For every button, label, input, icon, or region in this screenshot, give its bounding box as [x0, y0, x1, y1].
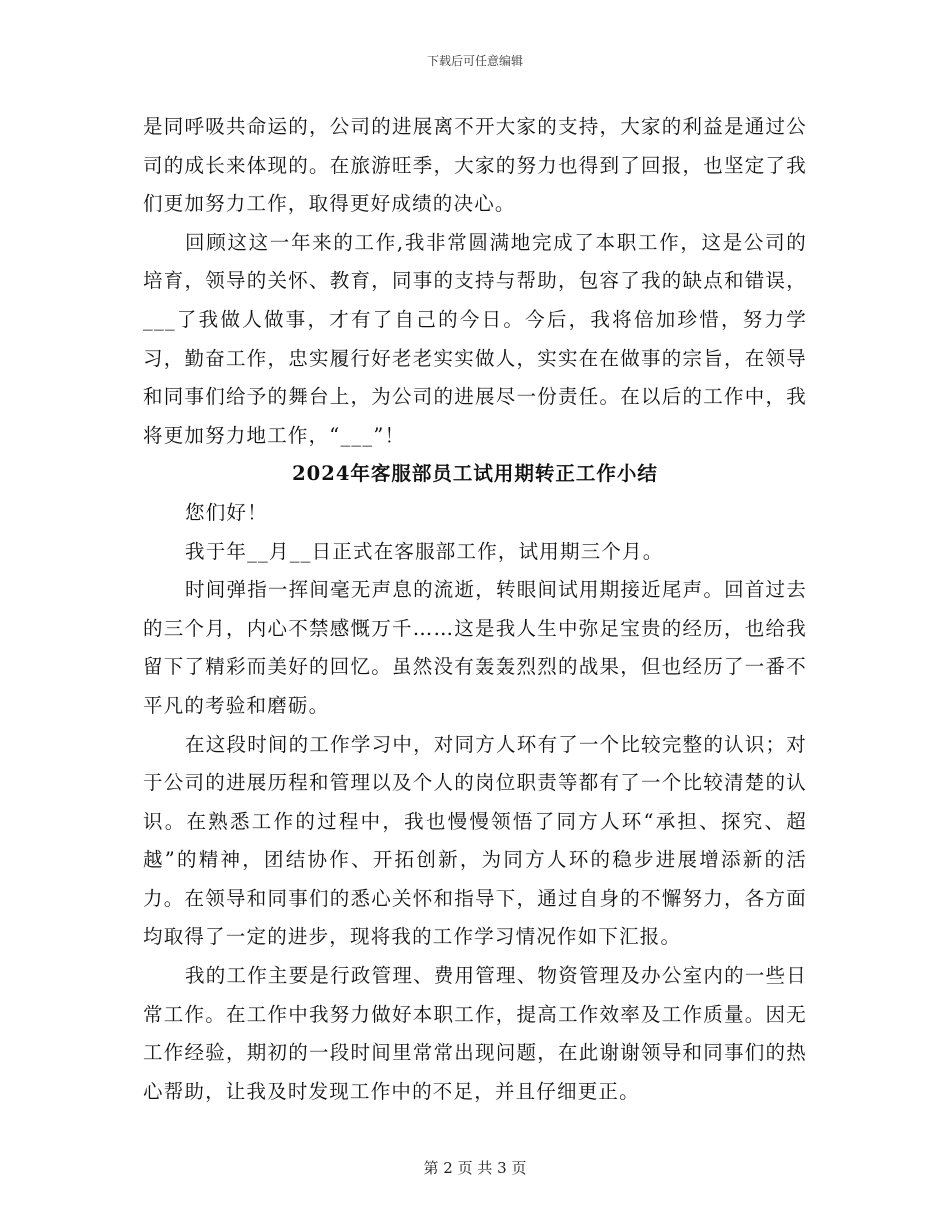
body-paragraph: 在这段时间的工作学习中，对同方人环有了一个比较完整的认识；对于公司的进展历程和管理以及个人的岗位职责等都有了一个比较清楚的认识。在熟悉工作的过程中，我也慢慢领悟了同方人环“承担、探究、超越”的精神，团结协作、开拓创新，为同方人环的稳步进展增添新的活力。在领导和同事们的悉心关怀和指导下，通过自身的不懈努力，各方面均取得了一定的进步，现将我的工作学习情况作如下汇报。: [143, 732, 807, 949]
body-paragraph: 是同呼吸共命运的，公司的进展离不开大家的支持，大家的利益是通过公司的成长来体现的。在旅游旺季，大家的努力也得到了回报，也坚定了我们更加努力工作，取得更好成绩的决心。: [143, 115, 807, 216]
section-title: 2024年客服部员工试用期转正工作小结: [292, 462, 658, 486]
page-header: 下载后可任意编辑: [426, 54, 523, 68]
greeting: 您们好！: [185, 500, 268, 524]
page-number: 第 2 页 共 3 页: [423, 1159, 527, 1177]
body-paragraph: 我的工作主要是行政管理、费用管理、物资管理及办公室内的一些日常工作。在工作中我努力做好本职工作，提高工作效率及工作质量。因无工作经验，期初的一段时间里常常出现问题，在此谢谢领导和同事们的热心帮助，让我及时发现工作中的不足，并且仔细更正。: [143, 964, 807, 1103]
body-paragraph: 回顾这这一年来的工作,我非常圆满地完成了本职工作，这是公司的培育，领导的关怀、教育，同事的支持与帮助，包容了我的缺点和错误，___了我做人做事，才有了自己的今日。今后，我将倍加珍惜，努力学习，勤奋工作，忠实履行好老老实实做人，实实在在做事的宗旨，在领导和同事们给予的舞台上，为公司的进展尽一份责任。在以后的工作中，我将更加努力地工作，“___”！: [143, 230, 807, 447]
body-paragraph: 时间弹指一挥间毫无声息的流逝，转眼间试用期接近尾声。回首过去的三个月，内心不禁感慨万千……这是我人生中弥足宝贵的经历，也给我留下了精彩而美好的回忆。虽然没有轰轰烈烈的战果，但也经历了一番不平凡的考验和磨砺。: [143, 578, 807, 717]
body-paragraph: 我于年__月__日正式在客服部工作，试用期三个月。: [185, 539, 664, 563]
document-body: [143, 108, 807, 1111]
